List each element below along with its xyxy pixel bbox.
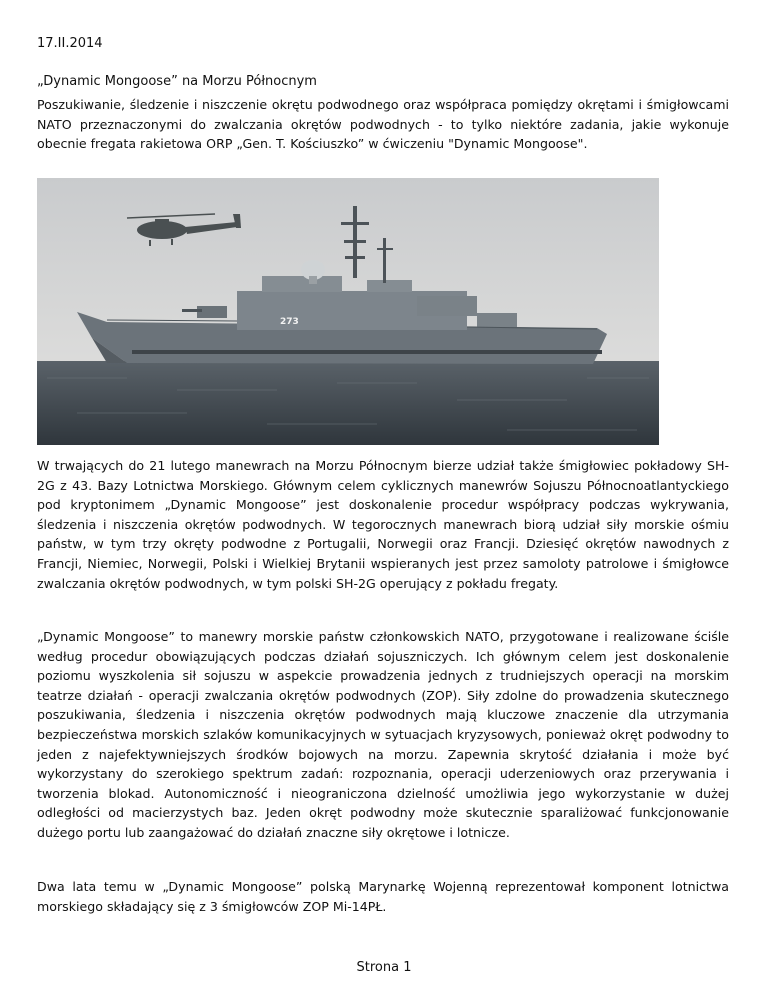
article-lead: Poszukiwanie, śledzenie i niszczenie okrętu podwodnego oraz współpraca pomiędzy okrętami i śmigłowcami NATO przeznaczonymi do zwalczania okrętów podwodnych - to tylko niektóre zadania, jakie wykonuje obecnie fregata rakietowa ORP „Gen. T. Kościuszko” w ćwiczeniu "Dynamic Mongoose".	[37, 97, 729, 152]
page-number: Strona 1	[356, 960, 412, 975]
article-paragraph-1: W trwających do 21 lutego manewrach na Morzu Północnym bierze udział także śmigłowiec pokładowy SH-2G z 43. Bazy Lotnictwa Morskiego. Głównym celem cyklicznych manewrów Sojuszu Północnoatlantyckiego pod kryptonimem „Dynamic Mongoose” jest doskonalenie procedur współpracy podczas wykrywania, śledzenia i niszczenia okrętów podwodnych. W tegorocznych manewrach biorą udział siły morskie ośmiu państw, w tym trzy okręty podwodne z Portugalii, Norwegii oraz Francji. Dziesięć okrętów nawodnych z Francji, Niemiec, Norwegii, Polski i Wielkiej Brytanii wspieranych jest przez samoloty patrolowe i śmigłowce zwalczania okrętów podwodnych, w tym polski SH-2G operujący z pokładu fregaty.	[37, 458, 729, 591]
frigate-photo	[37, 178, 659, 445]
hull-number: 273	[280, 317, 299, 327]
article-date: 17.II.2014	[37, 36, 103, 51]
article-paragraph-2: „Dynamic Mongoose” to manewry morskie państw członkowskich NATO, przygotowane i realizowane ściśle według procedur obowiązujących podczas działań sojuszniczych. Ich głównym celem jest doskonalenie poziomu wyszkolenia sił sojuszu w aspekcie prowadzenia jednych z trudniejszych operacji na morskim teatrze działań - operacji zwalczania okrętów podwodnych (ZOP). Siły zdolne do prowadzenia skutecznego poszukiwania, śledzenia i niszczenia okrętów podwodnych mają kluczowe znaczenie dla utrzymania bezpieczeństwa morskich szlaków komunikacyjnych w sytuacjach kryzysowych, ponieważ okręt podwodny to jeden z najefektywniejszych środków bojowych na morzu. Zapewnia skrytość działania i może być wykorzystany do szerokiego spektrum zadań: rozpoznania, operacji uderzeniowych oraz przerywania i tworzenia blokad. Autonomiczność i nieograniczona dzielność umożliwia jego wykorzystanie w dużej odległości od macierzystych baz. Jeden okręt podwodny może skutecznie sparaliżować funkcjonowanie dużego portu lub zaangażować do działań znaczne siły okrętowe i lotnicze.	[37, 629, 729, 840]
article-paragraph-3: Dwa lata temu w „Dynamic Mongoose” polską Marynarkę Wojenną reprezentował komponent lotnictwa morskiego składający się z 3 śmigłowców ZOP Mi-14PŁ.	[37, 879, 729, 914]
article-title: „Dynamic Mongoose” na Morzu Północnym	[37, 74, 317, 89]
